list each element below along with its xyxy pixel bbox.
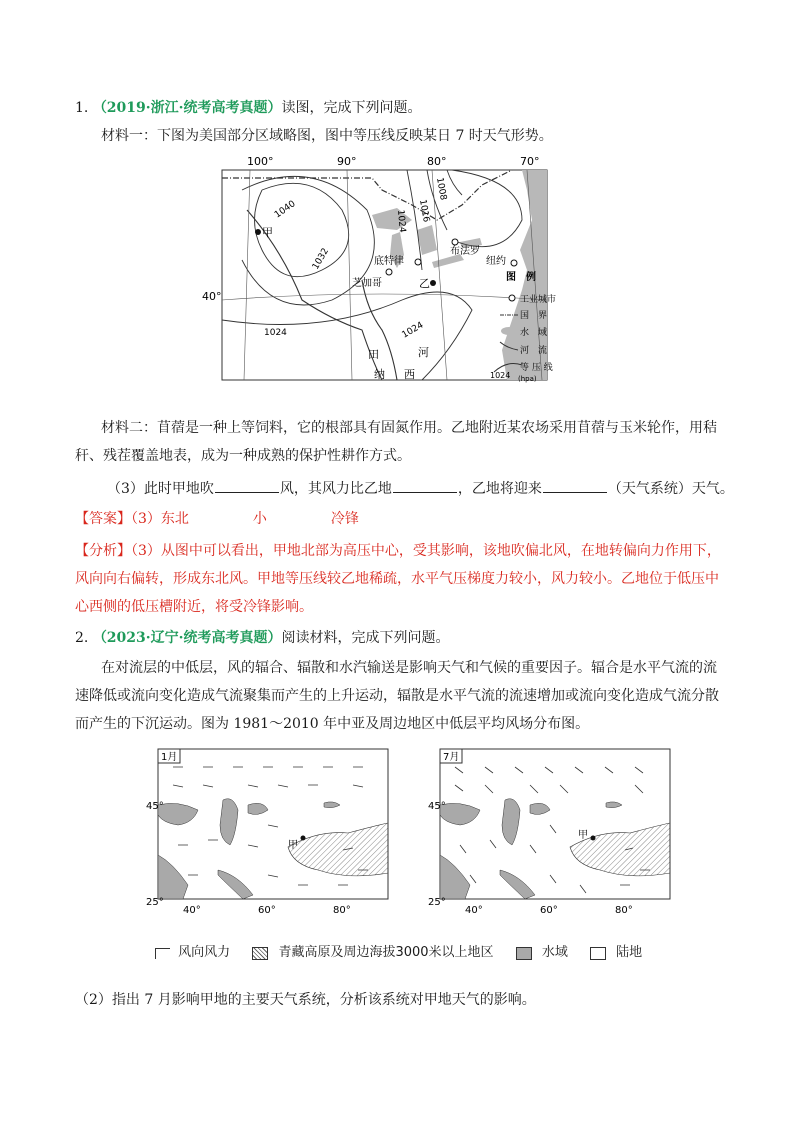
jia-point	[255, 229, 261, 235]
place-detroit: 底特律	[374, 256, 404, 267]
label-xi: 西	[404, 368, 415, 381]
place-jia: 甲	[288, 840, 298, 851]
lat-45: 45°	[146, 801, 164, 812]
answer-label: 【答案】	[75, 511, 131, 527]
legend-land: 陆地	[616, 945, 643, 960]
legend-isobar: 等 压 线	[520, 363, 553, 373]
lon-40: 40°	[465, 905, 483, 916]
q2-para-line2: 速降低或流向变化造成气流聚集而产生的上升运动，辐散是水平气流的流速增加或流向变化造成气流分散	[75, 688, 719, 704]
answer-blank-3[interactable]	[543, 478, 607, 493]
analysis-text-1: （3）从图中可以看出，甲地北部为高压中心，受其影响，该地吹偏北风，在地转偏向力作用下，	[131, 543, 721, 559]
lat-40: 40°	[202, 290, 222, 303]
lon-100: 100°	[247, 155, 274, 168]
label-na: 纳	[374, 368, 385, 381]
answer-1: （3）东北	[131, 511, 189, 527]
q2-para-line3: 而产生的下沉运动。图为 1981～2010 年中亚及周边地区中低层平均风场分布图。	[75, 716, 590, 732]
isobar-label-1024a: 1024	[264, 328, 287, 338]
legend-isobar-unit: (hpa)	[518, 375, 537, 383]
q1-material2-line2: 秆、残茬覆盖地表，成为一种成熟的保护性耕作方式。	[75, 448, 411, 464]
q1-analysis-line2: 风向向右偏转，形成东北风。甲地等压线较乙地稀疏，水平气压梯度力较小，风力较小。乙地位于低压中	[75, 571, 719, 587]
map-month-label: 1月	[161, 752, 178, 763]
detroit-marker	[415, 259, 421, 265]
wind-map-legend	[155, 944, 642, 963]
q1-question-part1: （3）此时甲地吹	[107, 481, 214, 497]
place-buffalo: 布法罗	[450, 246, 480, 257]
q1-question-part4: （天气系统）天气。	[607, 481, 734, 497]
answer-blank-1[interactable]	[215, 478, 279, 493]
analysis-label: 【分析】	[75, 543, 131, 559]
answer-2: 小	[252, 511, 267, 527]
place-yi: 乙	[419, 277, 430, 290]
legend-isobar-sample: 1024	[490, 371, 511, 380]
q1-question-part3: ，乙地将迎来	[457, 481, 542, 497]
q1-analysis-line1	[75, 541, 721, 561]
wind-map-july	[430, 745, 670, 915]
lon-60: 60°	[258, 905, 276, 916]
isobar-label-1024c: 1024	[395, 209, 407, 234]
lon-90: 90°	[337, 155, 357, 168]
place-jia: 甲	[262, 226, 273, 239]
q2-para-line1: 在对流层的中低层，风的辐合、辐散和水汽输送是影响天气和气候的重要因子。辐合是水平气流的流	[101, 660, 717, 676]
us-weather-map	[202, 150, 562, 386]
legend-water: 水域	[541, 945, 568, 960]
q1-question-part2: 风，其风力比乙地	[279, 481, 392, 497]
q1-material2-line1: 材料二：苜蓿是一种上等饲料，它的根部具有固氮作用。乙地附近某农场采用苜蓿与玉米轮作，用秸	[101, 420, 717, 436]
land-legend-icon	[590, 947, 606, 960]
lon-40: 40°	[183, 905, 201, 916]
isobar-label-1024b: 1024	[400, 320, 426, 341]
jia-point	[301, 836, 306, 841]
legend-title: 图 例	[506, 272, 536, 283]
lon-70: 70°	[520, 155, 540, 168]
buffalo-marker	[452, 239, 458, 245]
answer-blank-2[interactable]	[393, 478, 457, 493]
legend-city-icon	[509, 295, 515, 301]
wind-barb-icon	[155, 948, 170, 959]
q2-header	[75, 628, 450, 648]
legend-city: 工业城市	[520, 295, 557, 305]
lon-80: 80°	[615, 905, 633, 916]
yi-point	[430, 280, 436, 286]
water-legend-icon	[516, 947, 532, 960]
q2-number: 2.	[75, 630, 89, 646]
label-tian: 田	[368, 348, 379, 361]
isobar-label-1032: 1032	[310, 246, 332, 272]
q2-question: （2）指出 7 月影响甲地的主要天气系统，分析该系统对甲地天气的影响。	[75, 992, 536, 1008]
isobar-label-1040: 1040	[272, 199, 298, 221]
q1-answer	[75, 509, 359, 529]
lat-25: 25°	[146, 897, 164, 908]
legend-wind: 风向风力	[178, 945, 231, 960]
lat-25: 25°	[428, 897, 446, 908]
chicago-marker	[386, 269, 392, 275]
legend-border: 国 界	[520, 311, 548, 321]
label-he: 河	[418, 346, 429, 359]
lon-80: 80°	[333, 905, 351, 916]
map-month-label: 7月	[443, 752, 460, 763]
q1-source: （2019·浙江·统考高考真题）	[92, 100, 282, 116]
q1-intro: 读图，完成下列问题。	[281, 100, 422, 116]
q2-intro: 阅读材料，完成下列问题。	[281, 630, 450, 646]
wind-map-january	[148, 745, 388, 915]
place-newyork: 纽约	[486, 256, 506, 267]
q1-question	[107, 478, 734, 499]
q2-source: （2023·辽宁·统考高考真题）	[92, 630, 282, 646]
lon-60: 60°	[540, 905, 558, 916]
lon-80: 80°	[427, 155, 447, 168]
q1-header	[75, 98, 422, 118]
legend-plateau: 青藏高原及周边海拔3000米以上地区	[278, 945, 494, 960]
legend-water: 水 域	[520, 328, 548, 338]
q1-material1: 材料一：下图为美国部分区域略图，图中等压线反映某日 7 时天气形势。	[101, 128, 553, 144]
newyork-marker	[511, 260, 517, 266]
q1-analysis-line3: 心西侧的低压槽附近，将受冷锋影响。	[75, 599, 313, 615]
lat-45: 45°	[428, 801, 446, 812]
place-jia: 甲	[578, 830, 588, 841]
answer-3: 冷锋	[330, 511, 359, 527]
plateau-legend-icon	[252, 947, 268, 960]
q1-number: 1.	[75, 100, 89, 116]
legend-river: 河 流	[520, 346, 548, 356]
legend-water-icon	[501, 327, 517, 335]
isobar-label-1008: 1008	[434, 176, 448, 202]
isobar-label-1016: 1016	[417, 198, 431, 224]
jia-point	[591, 836, 596, 841]
place-chicago: 芝加哥	[352, 278, 382, 289]
